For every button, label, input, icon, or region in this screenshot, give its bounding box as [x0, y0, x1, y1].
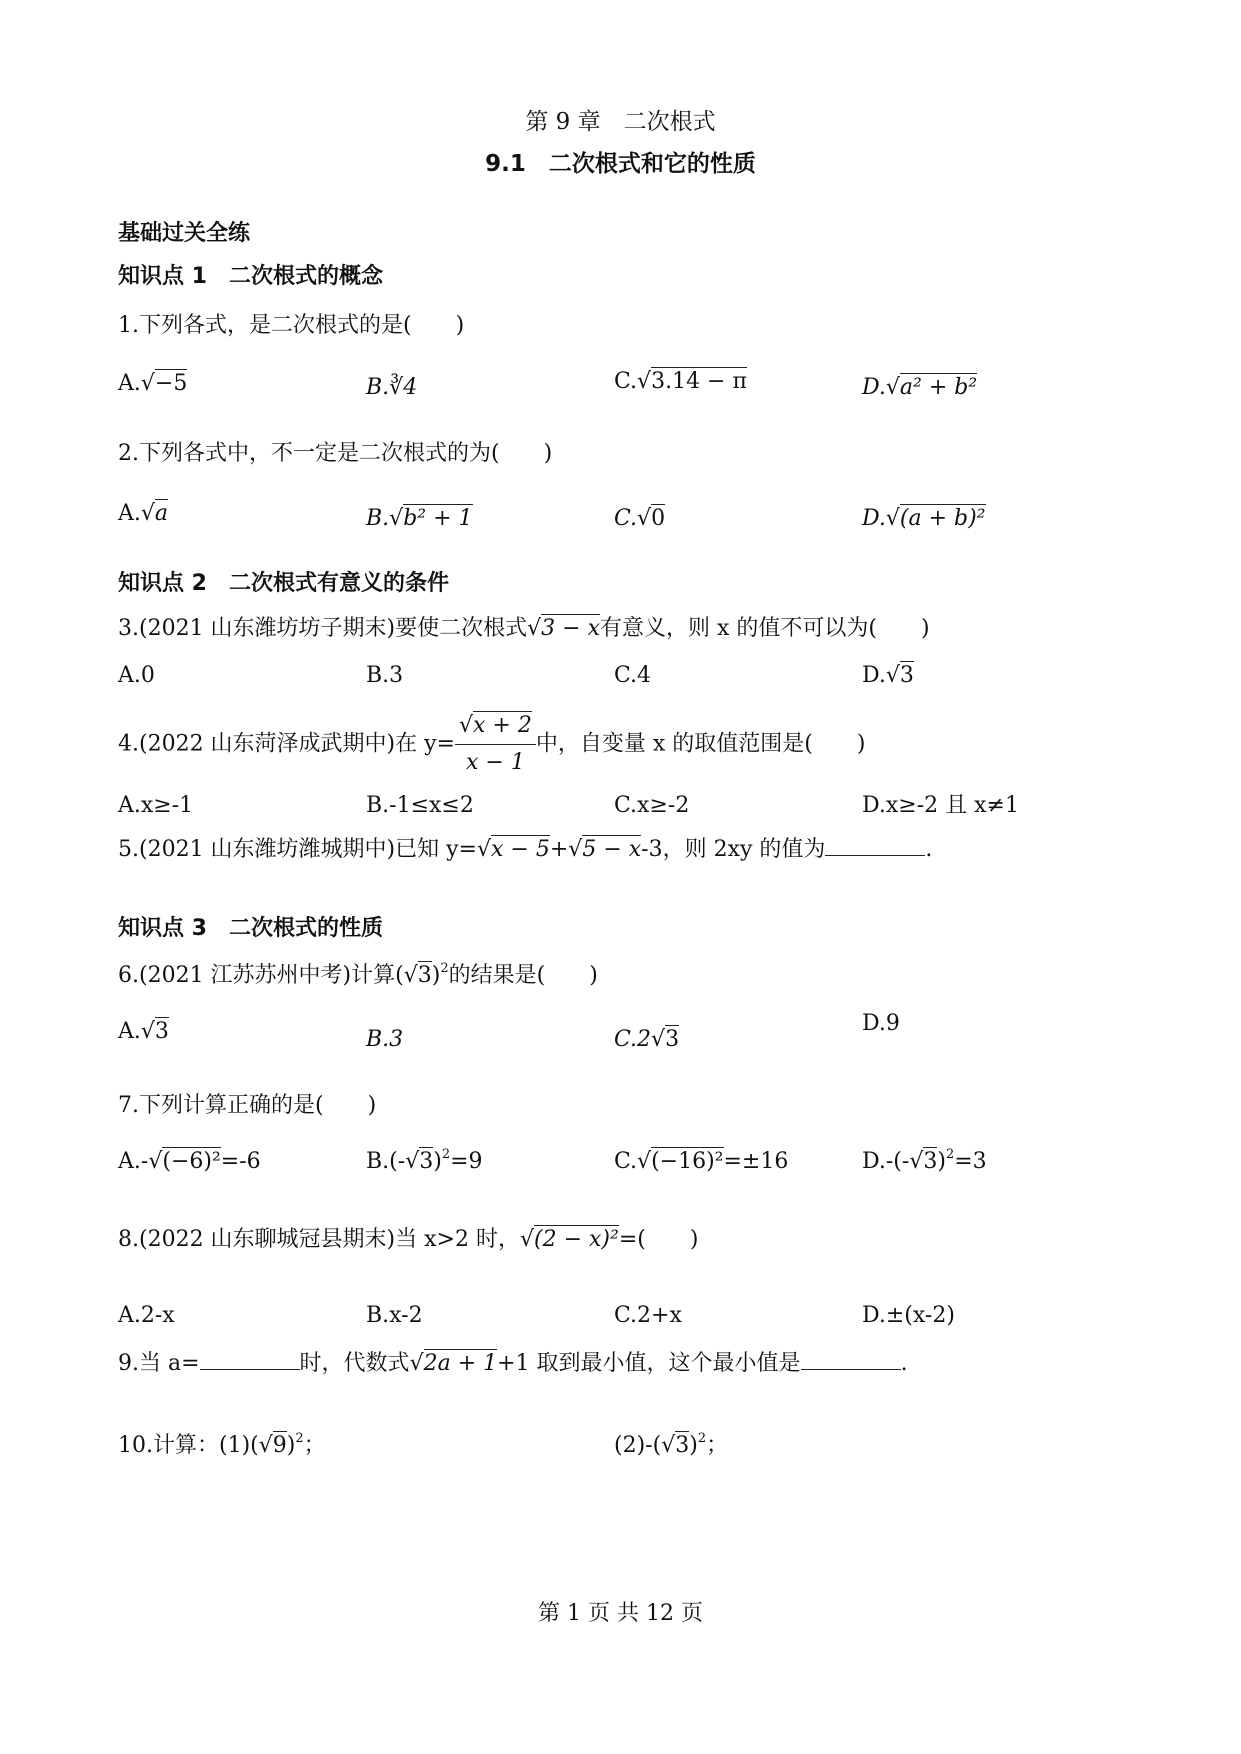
q7-option-b: $B.(-√3)^2=9$ [366, 1147, 483, 1174]
q4-option-d: D.x≥-2 且 x≠1 [862, 793, 1019, 818]
q7-option-c: C.√(−16)²=±16 [614, 1149, 789, 1174]
q1-option-a: A.√−5 [118, 371, 188, 396]
answer-blank[interactable] [825, 855, 925, 856]
q3-option-b: B.3 [366, 663, 404, 688]
page-footer: 第 1 页 共 12 页 [538, 1601, 703, 1626]
q8-option-b: B.x-2 [366, 1303, 423, 1328]
question-5-stem: 5.(2021 山东潍坊潍城期中)已知 y=√x − 5+√5 − x-3，则 2xy 的值为 . [118, 837, 933, 862]
question-8-stem: 8.(2022 山东聊城冠县期末)当 x>2 时，√(2 − x)²=( ) [118, 1227, 699, 1252]
q1-option-c: C.√3.14 − π [614, 369, 747, 394]
q3-option-c: C.4 [614, 663, 652, 688]
sqrt-sign: √ [568, 837, 583, 862]
q1-option-b: B.∛4 [366, 375, 418, 400]
sqrt-sign: √ [477, 837, 492, 862]
part-title: 基础过关全练 [118, 221, 251, 246]
question-9-stem: 9.当 a= 时，代数式√2a + 1+1 取到最小值，这个最小值是 . [118, 1351, 908, 1376]
sqrt-sign: √ [637, 506, 652, 531]
answer-blank[interactable] [200, 1369, 300, 1370]
q8-option-c: C.2+x [614, 1303, 682, 1328]
sqrt-sign: √ [885, 506, 900, 531]
fraction: $\frac{√x + 2}{x - 1}$ [455, 708, 536, 781]
q7-option-d: $D.-(-√3)^2=3$ [862, 1147, 987, 1174]
q8-option-d: D.±(x-2) [862, 1303, 955, 1328]
section-title: 9.1 二次根式和它的性质 [485, 151, 756, 177]
question-2-stem: 2.下列各式中，不一定是二次根式的为( ) [118, 441, 553, 466]
sqrt-sign: √ [405, 1149, 420, 1174]
knowledge-point-1: 知识点 1 二次根式的概念 [118, 264, 383, 289]
q7-option-a: A.-√(−6)²=-6 [118, 1149, 261, 1174]
question-4-stem: 4.(2022 山东菏泽成武期中)在 y= $\frac{√x + 2}{x - 1}$ 中，自变量 x 的取值范围是( ) [118, 708, 865, 781]
sqrt-sign: √ [661, 1433, 676, 1458]
sqrt-sign: √ [651, 1027, 666, 1052]
sqrt-sign: √ [140, 371, 155, 396]
q6-option-c: C.2√3 [614, 1027, 680, 1052]
q4-option-c: C.x≥-2 [614, 793, 690, 818]
q6-option-a: A.√3 [118, 1019, 169, 1044]
question-7-stem: 7.下列计算正确的是( ) [118, 1093, 377, 1118]
sqrt-sign: √ [909, 1149, 924, 1174]
question-10-part-2: $(2)-(√3)^2$； [614, 1431, 729, 1458]
sqrt-sign: √ [519, 1227, 534, 1252]
q6-option-d: D.9 [862, 1011, 900, 1036]
question-3-stem: 3.(2021 山东潍坊坊子期末)要使二次根式√3 − x有意义，则 x 的值不可以为( ) [118, 616, 930, 641]
q2-option-b: B.√b² + 1 [366, 506, 473, 531]
sqrt-sign: √ [885, 375, 900, 400]
q8-option-a: A.2-x [118, 1303, 175, 1328]
q1-option-d: D.√a² + b² [862, 375, 978, 400]
q4-option-a: A.x≥-1 [118, 793, 194, 818]
question-6-stem: 6.(2021 江苏苏州中考)计算$(√3)^2$的结果是( ) [118, 961, 598, 988]
sqrt-sign: √ [403, 963, 418, 988]
sqrt-sign: √ [140, 1019, 155, 1044]
sqrt-sign: √ [885, 663, 900, 688]
q2-option-a: A.√a [118, 501, 169, 526]
q2-option-c: C.√0 [614, 506, 666, 531]
knowledge-point-2: 知识点 2 二次根式有意义的条件 [118, 571, 449, 596]
q6-option-b: B.3 [366, 1027, 404, 1052]
sqrt-sign: √ [140, 501, 155, 526]
sqrt-sign: √ [409, 1351, 424, 1376]
answer-blank[interactable] [801, 1369, 901, 1370]
sqrt-sign: √ [148, 1149, 163, 1174]
sqrt-sign: √ [389, 506, 404, 531]
q3-option-a: A.0 [118, 663, 155, 688]
q4-option-b: B.-1≤x≤2 [366, 793, 474, 818]
q3-option-d: D.√3 [862, 663, 914, 688]
sqrt-sign: √ [527, 616, 542, 641]
chapter-title: 第 9 章 二次根式 [525, 109, 716, 135]
sqrt-sign: √ [459, 713, 474, 738]
sqrt-sign: √ [637, 1149, 652, 1174]
question-10-part-1: 10.计算：$(1)(√9)^2$； [118, 1431, 326, 1458]
knowledge-point-3: 知识点 3 二次根式的性质 [118, 916, 383, 941]
sqrt-sign: √ [637, 369, 652, 394]
q2-option-d: D.√(a + b)² [862, 506, 986, 531]
question-1-stem: 1.下列各式，是二次根式的是( ) [118, 313, 465, 338]
sqrt-sign: √ [258, 1433, 273, 1458]
